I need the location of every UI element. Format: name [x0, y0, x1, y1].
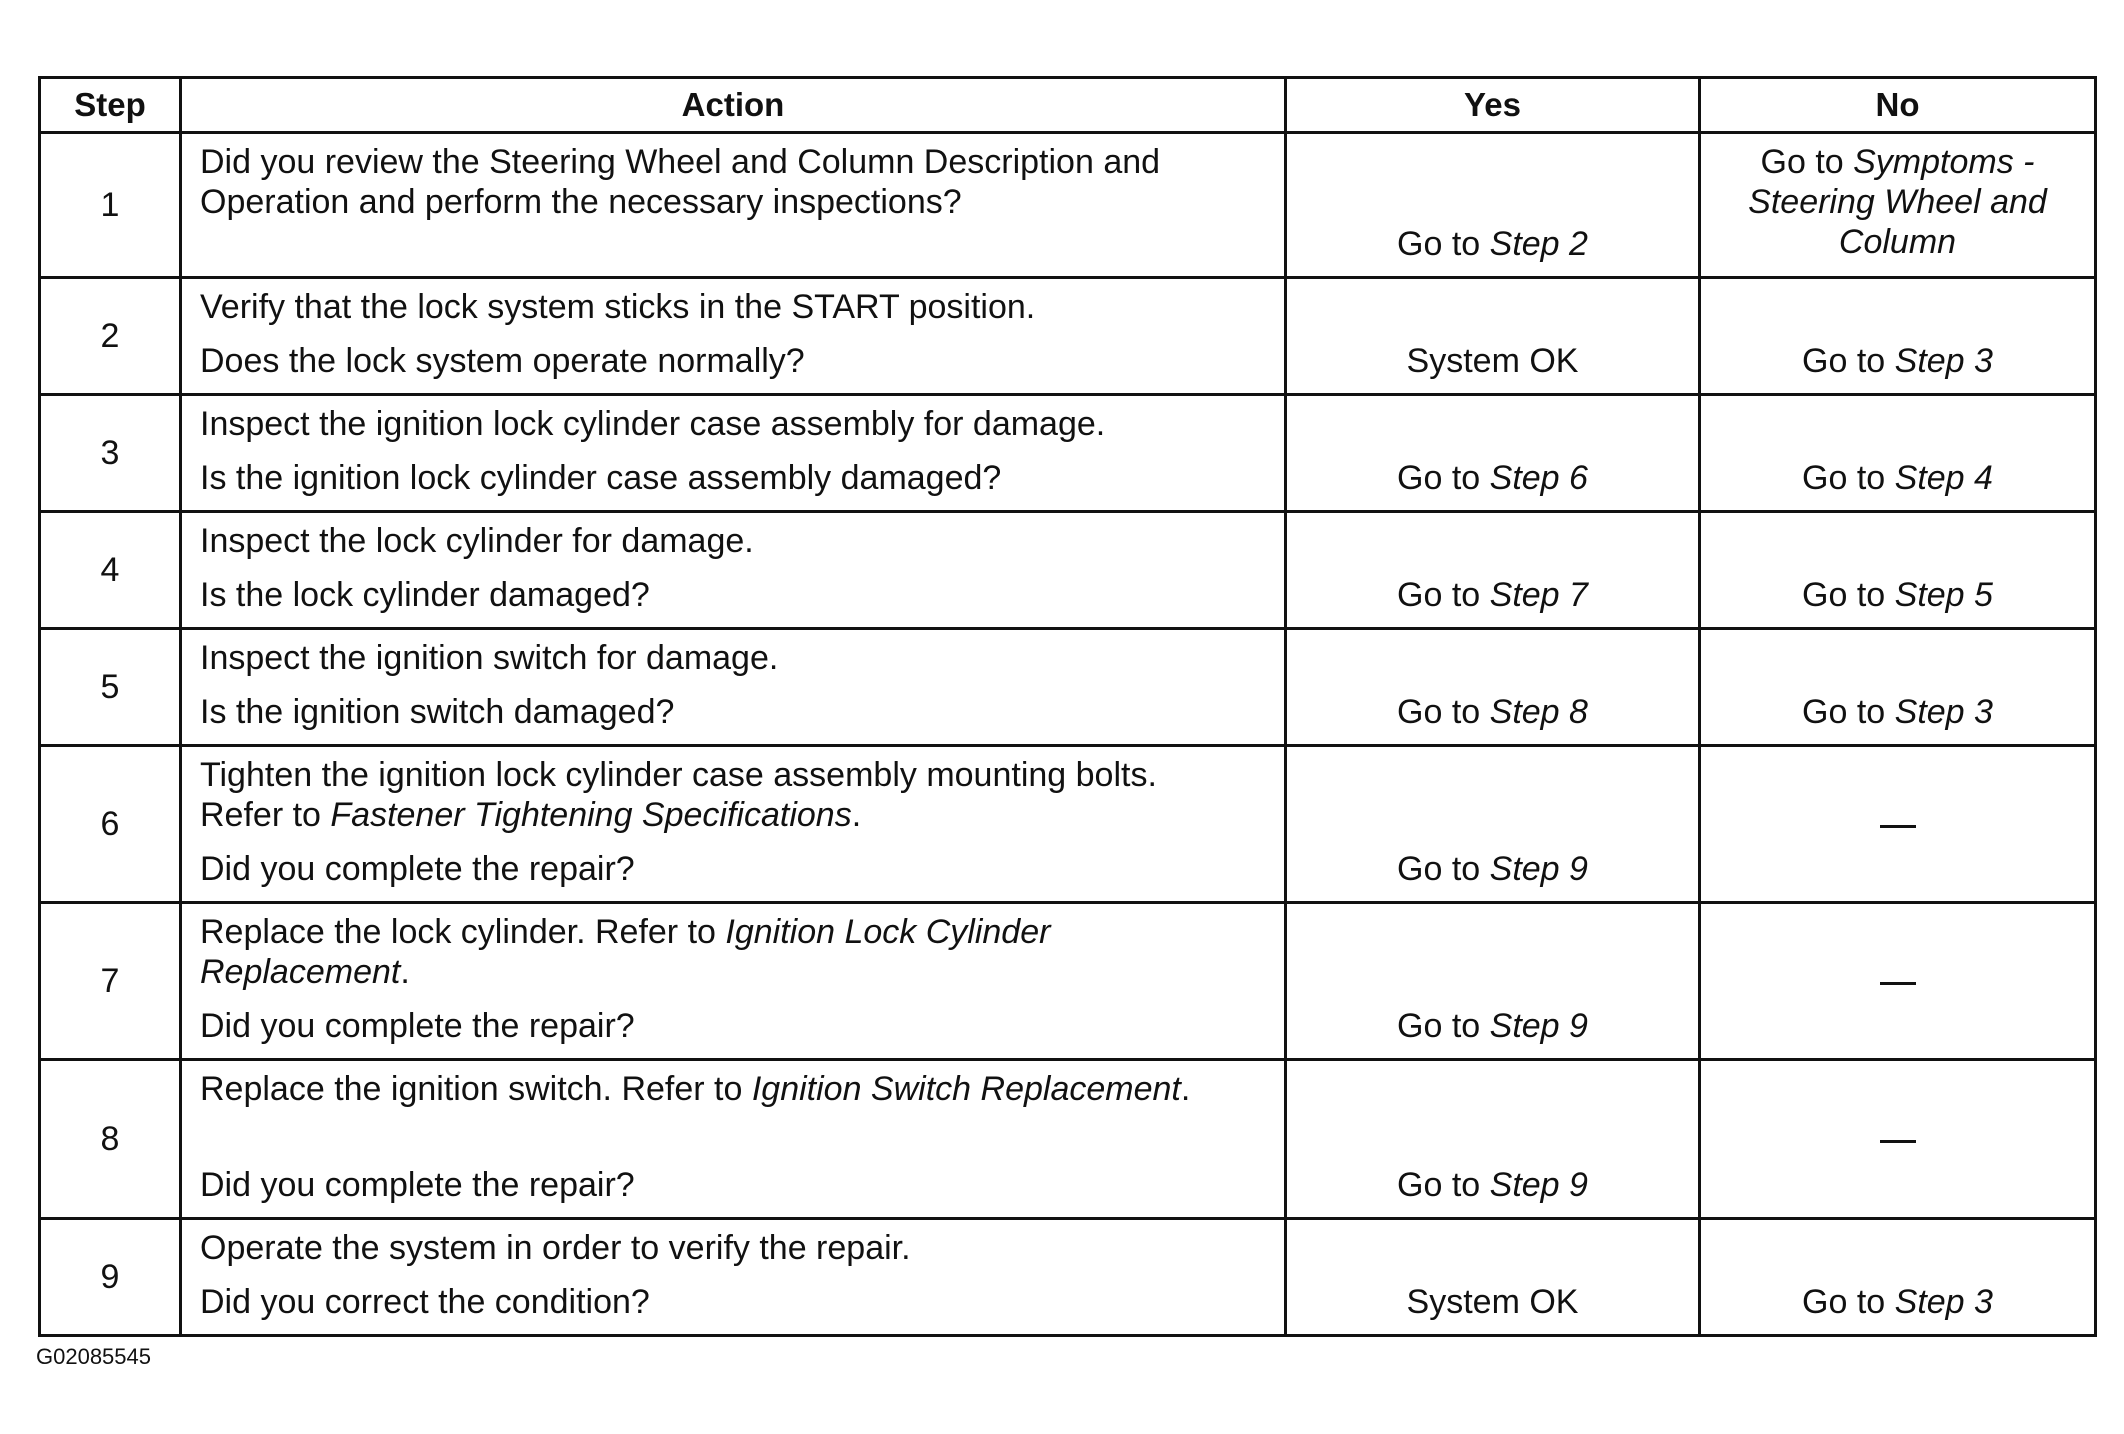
yes-cell: System OK [1286, 278, 1700, 395]
step-number: 1 [40, 133, 181, 278]
reference-link[interactable]: Ignition Switch Replacement [751, 1070, 1181, 1108]
dash-mark [1880, 825, 1916, 828]
header-no: No [1700, 78, 2096, 133]
header-yes: Yes [1286, 78, 1700, 133]
action-cell [181, 903, 1286, 1060]
action-cell [181, 746, 1286, 903]
yes-step-link[interactable]: Step 9 [1489, 850, 1588, 888]
action-cell [181, 133, 1286, 278]
action-text: Inspect the lock cylinder for damage. [200, 522, 754, 560]
no-step-link[interactable]: Step 4 [1894, 459, 1993, 497]
action-cell [181, 512, 1286, 629]
action-cell [181, 1060, 1286, 1219]
no-cell [1700, 395, 2096, 512]
step-number: 3 [40, 395, 181, 512]
refer-text: Replace the ignition switch. Refer to [200, 1070, 752, 1108]
action-text: Operation and perform the necessary inspections? [200, 183, 962, 221]
yes-cell [1286, 746, 1700, 903]
table-row-step-5 [40, 629, 2096, 746]
yes-cell [1286, 512, 1700, 629]
action-text: Operate the system in order to verify the repair. [200, 1229, 911, 1267]
period-text: . [400, 953, 410, 991]
question-text: Does the lock system operate normally? [200, 342, 805, 380]
table-row-step-6 [40, 746, 2096, 903]
table-row-step-2 [40, 278, 2096, 395]
no-step-link[interactable]: Step 3 [1894, 342, 1993, 380]
no-text: Go to [1802, 693, 1895, 731]
action-cell [181, 1219, 1286, 1336]
table-header-row [40, 78, 2096, 133]
action-text: Tighten the ignition lock cylinder case assembly mounting bolts. [200, 756, 1157, 794]
no-cell [1700, 746, 2096, 903]
yes-text: Go to [1397, 693, 1490, 731]
dash-mark [1880, 982, 1916, 985]
action-text [200, 795, 1266, 835]
period-text: . [1180, 1070, 1191, 1108]
question-text: Did you complete the repair? [200, 1166, 635, 1204]
step-number: 2 [40, 278, 181, 395]
action-text [200, 912, 1266, 952]
yes-step-link[interactable]: Step 9 [1489, 1007, 1588, 1045]
no-step-link[interactable]: Step 5 [1894, 576, 1993, 614]
no-cell [1700, 512, 2096, 629]
table-row-step-3 [40, 395, 2096, 512]
action-text: Inspect the ignition lock cylinder case assembly for damage. [200, 405, 1106, 443]
header-action: Action [181, 78, 1286, 133]
action-text [200, 952, 1266, 992]
no-cell [1700, 133, 2096, 278]
step-number: 7 [40, 903, 181, 1060]
yes-step-link[interactable]: Step 8 [1489, 693, 1588, 731]
yes-step-link[interactable]: Step 9 [1489, 1166, 1588, 1204]
question-text: Is the ignition switch damaged? [200, 693, 675, 731]
no-cell [1700, 1219, 2096, 1336]
step-number: 5 [40, 629, 181, 746]
yes-text: Go to [1397, 225, 1490, 263]
action-text: Verify that the lock system sticks in the START position. [200, 288, 1036, 326]
yes-cell [1286, 133, 1700, 278]
no-symptoms-link[interactable]: Symptoms - [1853, 143, 2035, 181]
yes-cell [1286, 1060, 1700, 1219]
action-cell [181, 278, 1286, 395]
table-row-step-8 [40, 1060, 2096, 1219]
diagnostic-table [38, 76, 2097, 1337]
yes-text: Go to [1397, 850, 1490, 888]
refer-text: Replace the lock cylinder. Refer to [200, 913, 726, 951]
no-cell [1700, 903, 2096, 1060]
dash-mark [1880, 1140, 1916, 1143]
step-number: 6 [40, 746, 181, 903]
table-row-step-1 [40, 133, 2096, 278]
action-cell [181, 629, 1286, 746]
table-row-step-4 [40, 512, 2096, 629]
reference-link[interactable]: Replacement [200, 953, 401, 991]
no-text: Go to [1760, 143, 1854, 181]
no-step-link[interactable]: Step 3 [1894, 693, 1993, 731]
yes-step-link[interactable]: Step 6 [1489, 459, 1588, 497]
no-cell [1700, 629, 2096, 746]
question-text: Did you complete the repair? [200, 850, 635, 888]
step-number: 9 [40, 1219, 181, 1336]
question-text: Is the ignition lock cylinder case assembly damaged? [200, 459, 1002, 497]
yes-cell [1286, 903, 1700, 1060]
yes-cell [1286, 629, 1700, 746]
no-cell [1700, 278, 2096, 395]
no-text: Go to [1802, 342, 1895, 380]
step-number: 4 [40, 512, 181, 629]
step-number: 8 [40, 1060, 181, 1219]
table-row-step-7 [40, 903, 2096, 1060]
action-text [200, 1069, 1266, 1109]
action-text: Inspect the ignition switch for damage. [200, 639, 779, 677]
no-step-link[interactable]: Step 3 [1894, 1283, 1993, 1321]
yes-step-link[interactable]: Step 7 [1489, 576, 1588, 614]
no-cell [1700, 1060, 2096, 1219]
no-text: Go to [1802, 459, 1895, 497]
reference-link[interactable]: Fastener Tightening Specifications [330, 796, 852, 834]
yes-text: Go to [1397, 459, 1490, 497]
period-text: . [851, 796, 862, 834]
figure-id: G02085545 [36, 1344, 151, 1369]
yes-text: Go to [1397, 1007, 1490, 1045]
yes-cell: System OK [1286, 1219, 1700, 1336]
table-row-step-9 [40, 1219, 2096, 1336]
refer-text: Refer to [200, 796, 331, 834]
question-text: Did you complete the repair? [200, 1007, 635, 1045]
yes-text: Go to [1397, 576, 1490, 614]
header-step: Step [40, 78, 181, 133]
action-text: Did you review the Steering Wheel and Column Description and [200, 143, 1161, 181]
no-text: Go to [1802, 1283, 1895, 1321]
action-cell [181, 395, 1286, 512]
yes-text: Go to [1397, 1166, 1490, 1204]
question-text: Is the lock cylinder damaged? [200, 576, 650, 614]
yes-cell [1286, 395, 1700, 512]
question-text: Did you correct the condition? [200, 1283, 650, 1321]
reference-link[interactable]: Ignition Lock Cylinder [725, 913, 1051, 951]
no-symptoms-link[interactable]: Steering Wheel and [1748, 183, 2047, 221]
no-symptoms-link[interactable]: Column [1838, 223, 1957, 261]
no-text: Go to [1802, 576, 1895, 614]
yes-step-link[interactable]: Step 2 [1489, 225, 1588, 263]
